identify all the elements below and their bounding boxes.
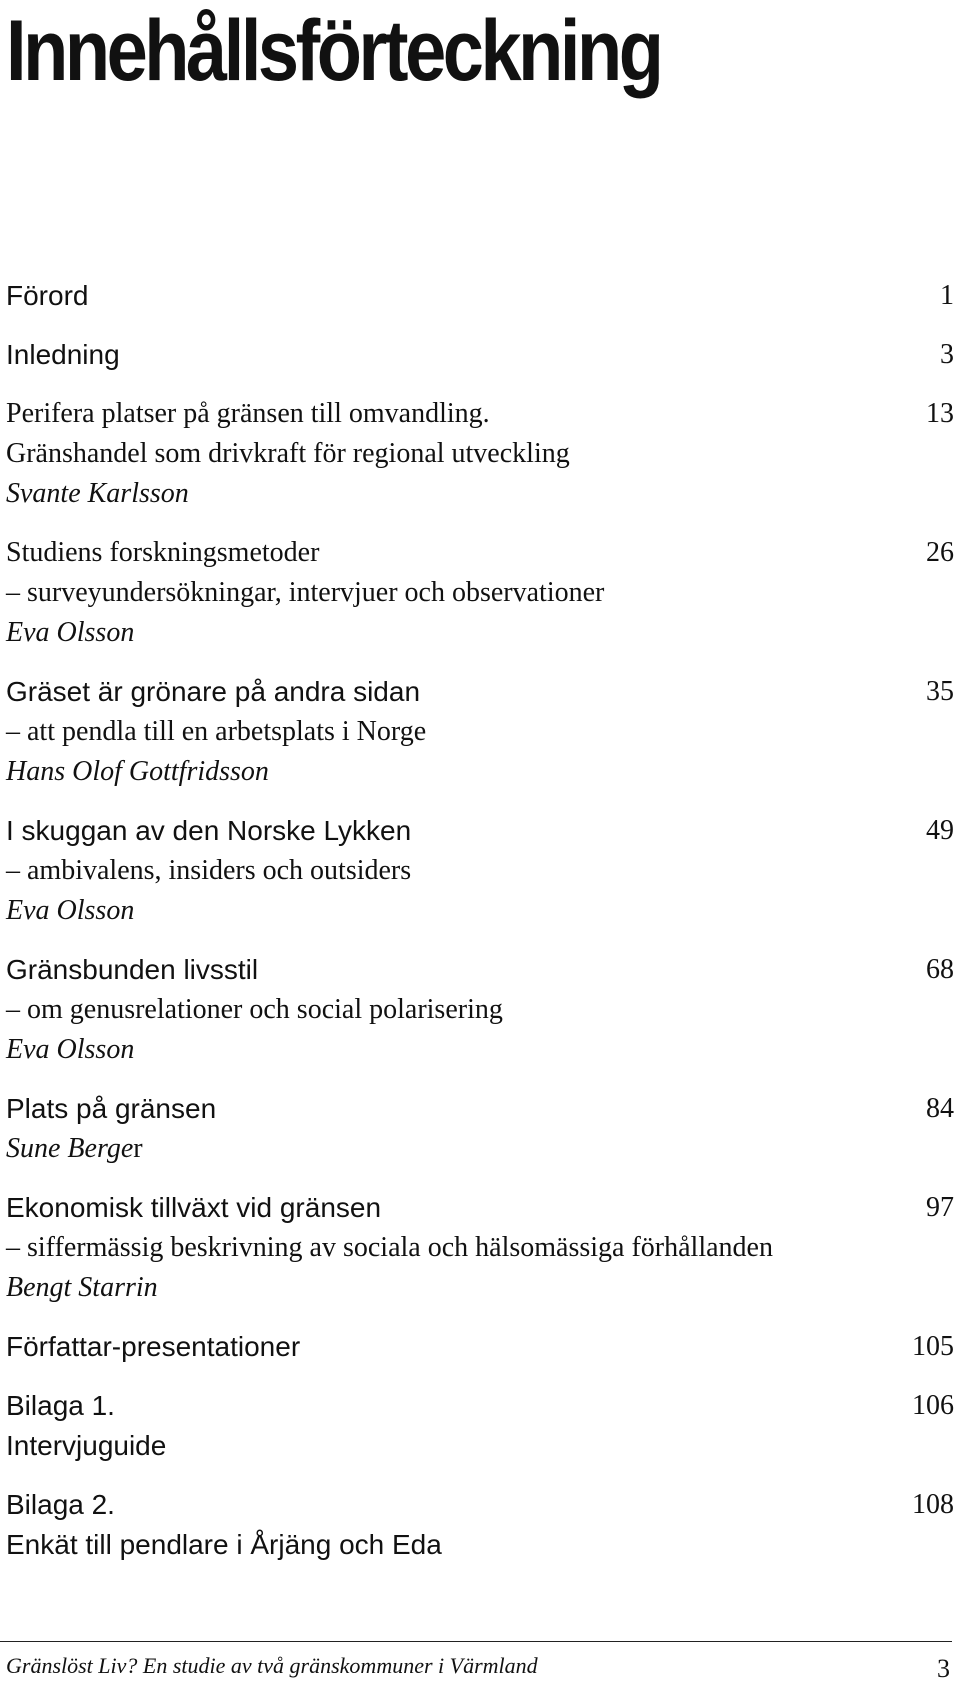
toc-entry-title: Ekonomisk tillväxt vid gränsen [6,1192,382,1223]
toc-entry-graset-ar-gronare [6,672,954,792]
toc-entry-subtitle: Enkät till pendlare i Årjäng och Eda [6,1529,442,1560]
toc-entry-page: 35 [926,676,954,707]
toc-entry-title: Författar-presentationer [6,1331,301,1362]
toc-entry-page: 68 [926,954,954,985]
toc-entry-author-italic: Sune Berge [6,1133,134,1164]
toc-entry-plats-pa-gransen [6,1089,954,1169]
toc-entry-bilaga-1 [6,1386,954,1466]
toc-entry-author [6,1129,954,1169]
table-of-contents [6,276,954,1584]
toc-entry-inledning [6,335,954,375]
toc-entry-studiens-forskningsmetoder [6,533,954,653]
footer-running-title: Gränslöst Liv? En studie av två gränskommuner i Värmland [6,1653,538,1678]
toc-entry-author: Bengt Starrin [6,1272,158,1303]
toc-entry-title: I skuggan av den Norske Lykken [6,815,412,846]
toc-entry-author: Hans Olof Gottfridsson [6,756,269,787]
toc-entry-page: 3 [940,339,954,370]
toc-entry-title: Förord [6,280,89,311]
toc-entry-i-skuggan [6,811,954,931]
toc-entry-page: 26 [926,537,954,568]
toc-entry-title: Studiens forskningsmetoder [6,537,320,568]
toc-entry-subtitle: – ambivalens, insiders och outsiders [6,855,412,886]
toc-entry-bilaga-2 [6,1485,954,1565]
page-title: Innehållsförteckning [6,3,661,99]
toc-entry-title: Bilaga 2. [6,1489,115,1520]
toc-entry-page: 97 [926,1192,954,1223]
toc-entry-page: 106 [912,1390,954,1421]
toc-entry-subtitle: – att pendla till en arbetsplats i Norge [6,716,427,747]
toc-entry-author-roman: r [133,1133,143,1164]
toc-entry-author: Eva Olsson [6,895,135,926]
toc-entry-title: Plats på gränsen [6,1093,217,1124]
toc-entry-author: Eva Olsson [6,1034,135,1065]
toc-entry-subtitle: Intervjuguide [6,1430,167,1461]
toc-entry-subtitle: – surveyundersökningar, intervjuer och observationer [6,577,605,608]
toc-entry-subtitle: – siffermässig beskrivning av sociala och hälsomässiga förhållanden [6,1232,773,1263]
toc-entry-page: 105 [912,1331,954,1362]
toc-entry-ekonomisk-tillvaxt [6,1188,954,1308]
toc-entry-page: 108 [912,1489,954,1520]
toc-entry-title: Gränsbunden livsstil [6,954,259,985]
toc-entry-author: Eva Olsson [6,617,135,648]
footer-divider [0,1641,952,1642]
toc-entry-forord [6,276,954,316]
footer-page-number: 3 [937,1654,950,1683]
toc-entry-author: Svante Karlsson [6,478,189,509]
toc-entry-gransbunden-livsstil [6,950,954,1070]
toc-entry-page: 13 [926,398,954,429]
toc-entry-subtitle: – om genusrelationer och social polarisering [6,994,503,1025]
toc-entry-forfattar-presentationer [6,1327,954,1367]
toc-entry-title: Inledning [6,339,120,370]
toc-entry-title: Gräset är grönare på andra sidan [6,676,421,707]
toc-entry-page: 49 [926,815,954,846]
toc-entry-title: Bilaga 1. [6,1390,115,1421]
toc-entry-perifera-platser [6,394,954,514]
toc-entry-subtitle: Gränshandel som drivkraft för regional utveckling [6,438,570,469]
toc-entry-page: 84 [926,1093,954,1124]
toc-entry-page: 1 [940,280,954,311]
toc-entry-title: Perifera platser på gränsen till omvandling. [6,398,490,429]
